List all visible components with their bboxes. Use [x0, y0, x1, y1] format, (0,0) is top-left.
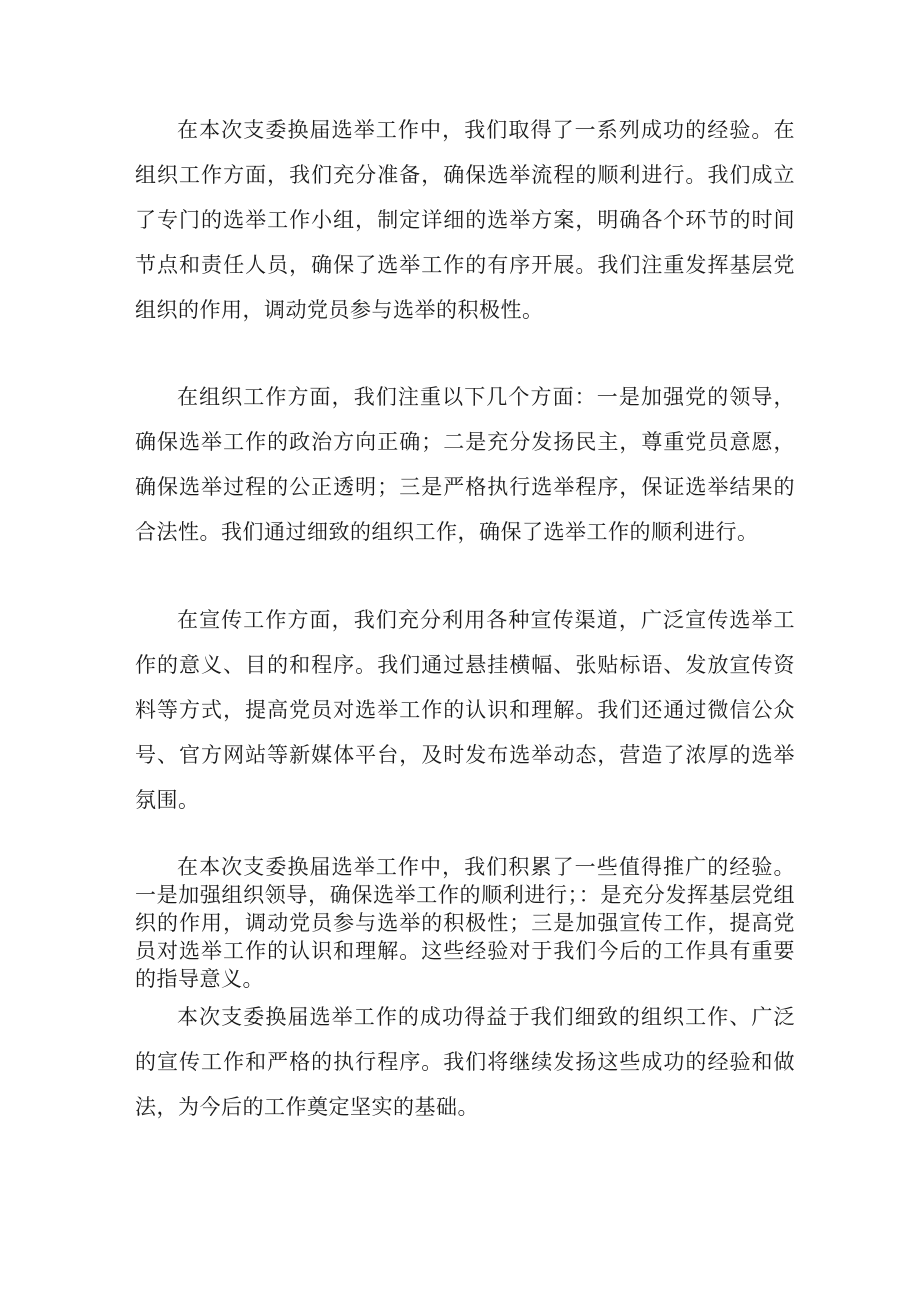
paragraph-conclusion: 本次支委换届选举工作的成功得益于我们细致的组织工作、广泛的宣传工作和严格的执行程序。我们将继续发扬这些成功的经验和做法，为今后的工作奠定坚实的基础。 [135, 1005, 795, 1119]
paragraph-election-experience: 在本次支委换届选举工作中，我们取得了一系列成功的经验。在组织工作方面，我们充分准备，确保选举流程的顺利进行。我们成立了专门的选举工作小组，制定详细的选举方案，明确各个环节的时间节点和责任人员，确保了选举工作的有序开展。我们注重发挥基层党组织的作用，调动党员参与选举的积极性。 [135, 118, 795, 322]
paragraph-publicity-work: 在宣传工作方面，我们充分利用各种宣传渠道，广泛宣传选举工作的意义、目的和程序。我们通过悬挂横幅、张贴标语、发放宣传资料等方式，提高党员对选举工作的认识和理解。我们还通过微信公众号、官方网站等新媒体平台，及时发布选举动态，营造了浓厚的选举氛围。 [135, 608, 795, 812]
paragraph-organization-work: 在组织工作方面，我们注重以下几个方面：一是加强党的领导，确保选举工作的政治方向正确；二是充分发扬民主，尊重党员意愿，确保选举过程的公正透明；三是严格执行选举程序，保证选举结果的合法性。我们通过细致的组织工作，确保了选举工作的顺利进行。 [135, 385, 795, 544]
paragraph-lessons-learned: 在本次支委换届选举工作中，我们积累了一些值得推广的经验。一是加强组织领导，确保选举工作的顺利进行；：是充分发挥基层党组织的作用，调动党员参与选举的积极性；三是加强宣传工作，提高党员对选举工作的认识和理解。这些经验对于我们今后的工作具有重要的指导意义。 [135, 855, 795, 991]
